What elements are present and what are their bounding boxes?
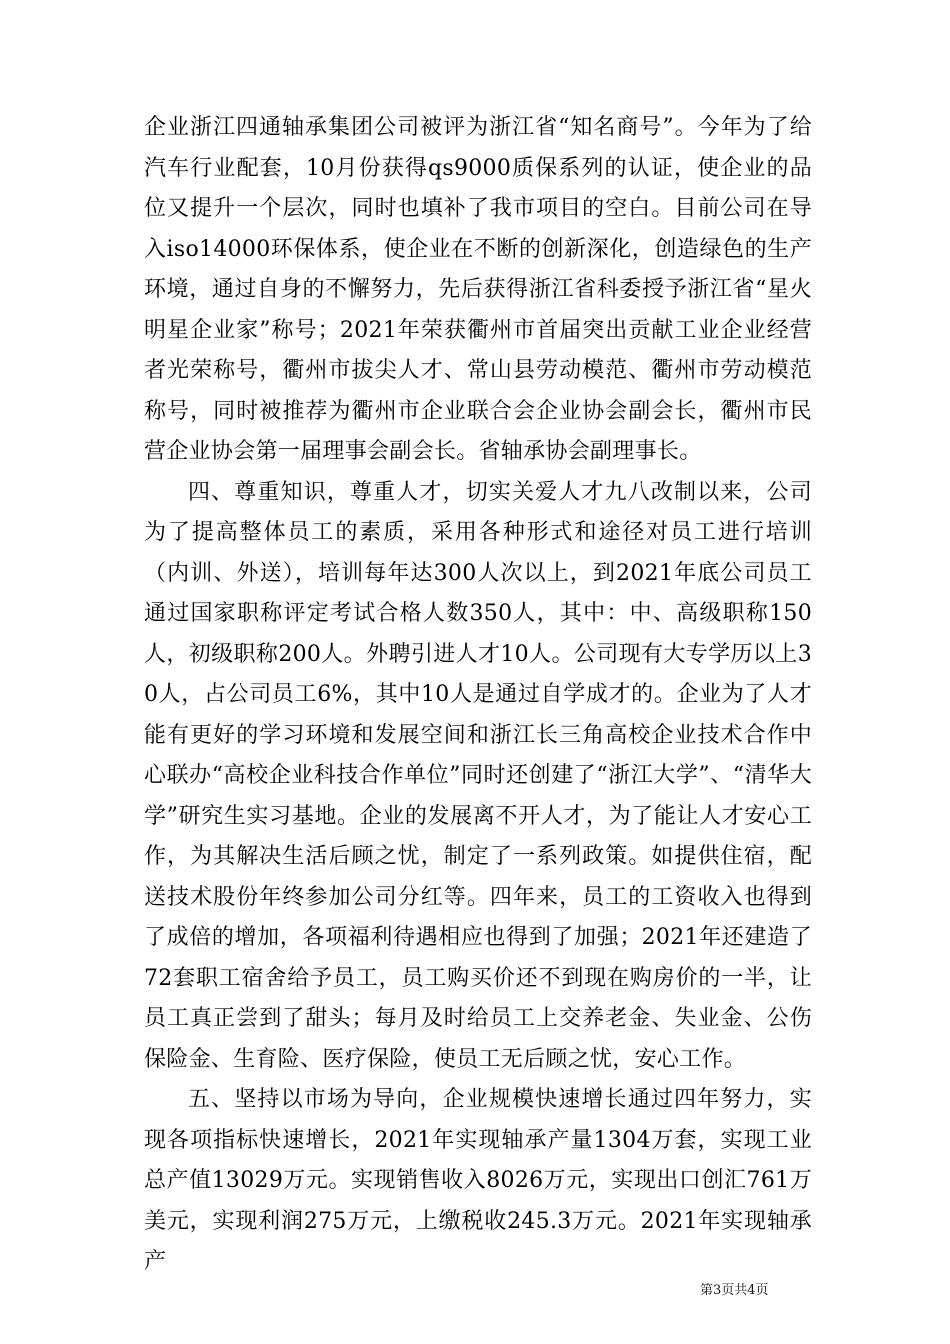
paragraph-continuation: 企业浙江四通轴承集团公司被评为浙江省“知名商号”。今年为了给汽车行业配套，10月份获得qs9000质保系列的认证，使企业的品位又提升一个层次，同时也填补了我市项目的空白。目前公司在导入iso14000环保体系，使企业在不断的创新深化，创造绿色的生产环境，通过自身的不懈努力，先后获得浙江省科委授予浙江省“星火明星企业家”称号；2021年荣获衢州市首届突出贡献工业企业经营者光荣称号，衢州市拔尖人才、常山县劳动模范、衢州市劳动模范称号，同时被推荐为衢州市企业联合会企业协会副会长，衢州市民营企业协会第一届理事会副会长。省轴承协会副理事长。	[144, 115, 812, 464]
paragraph-section-four: 四、尊重知识，尊重人才，切实关爱人才九八改制以来，公司为了提高整体员工的素质，采用各种形式和途径对员工进行培训（内训、外送），培训每年达300人次以上，到2021年底公司员工通过国家职称评定考试合格人数350人，其中：中、高级职称150人，初级职称200人。外聘引进人才10人。公司现有大专学历以上30人，占公司员工6%，其中10人是通过自学成才的。企业为了人才能有更好的学习环境和发展空间和浙江长三角高校企业技术合作中心联办“高校企业科技合作单位”同时还创建了“浙江大学”、“清华大学”研究生实习基地。企业的发展离不开人才，为了能让人才安心工作，为其解决生活后顾之忧，制定了一系列政策。如提供住宿，配送技术股份年终参加公司分红等。四年来，员工的工资收入也得到了成倍的增加，各项福利待遇相应也得到了加强；2021年还建造了72套职工宿舍给予员工，员工购买价还不到现在购房价的一半，让员工真正尝到了甜头；每月及时给员工上交养老金、失业金、公伤保险金、生育险、医疗保险，使员工无后顾之忧，安心工作。	[144, 479, 812, 1072]
paragraph-section-five: 五、坚持以市场为导向，企业规模快速增长通过四年努力，实现各项指标快速增长，2021年实现轴承产量1304万套，实现工业总产值13029万元。实现销售收入8026万元，实现出口创汇761万美元，实现利润275万元，上缴税收245.3万元。2021年实现轴承产	[144, 1087, 812, 1274]
document-body	[144, 108, 812, 1283]
page-number-footer: 第3页共4页	[700, 1283, 769, 1298]
